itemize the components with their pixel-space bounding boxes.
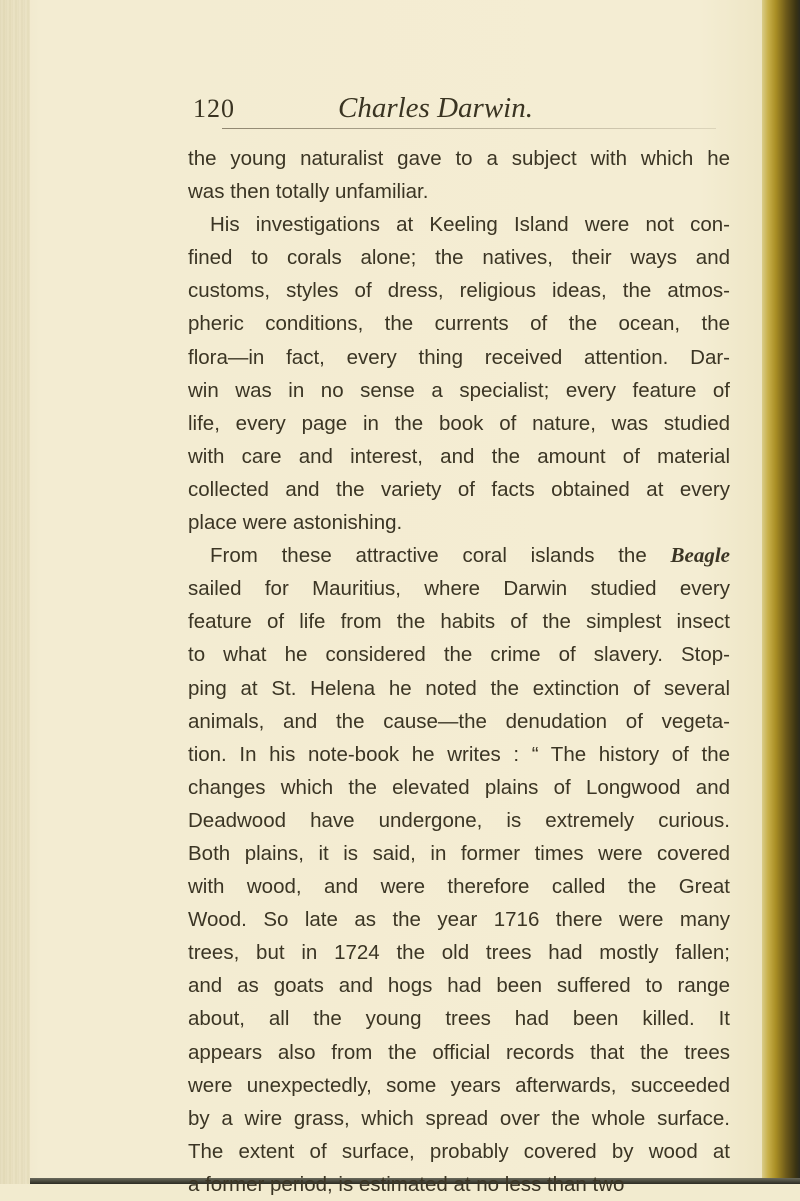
text-line: about, all the young trees had been killed. It xyxy=(188,1007,730,1031)
text-line: Both plains, it is said, in former times were covered xyxy=(188,841,730,865)
text-line: with wood, and were therefore called the Great xyxy=(188,875,730,899)
text-line: were unexpectedly, some years afterwards, succeeded xyxy=(188,1073,730,1097)
page-binding-shadow xyxy=(0,0,30,1184)
text-line: collected and the variety of facts obtained at every xyxy=(188,477,730,501)
text-line: pheric conditions, the currents of the ocean, the xyxy=(188,312,730,336)
text-line: a former period, is estimated at no less than two xyxy=(188,1172,625,1196)
text-line: fined to corals alone; the natives, their ways and xyxy=(188,246,730,270)
text-line: appears also from the official records that the trees xyxy=(188,1040,730,1064)
gilded-fore-edge xyxy=(762,0,800,1184)
text-line: ping at St. Helena he noted the extinction of several xyxy=(188,676,730,700)
header-rule xyxy=(222,128,716,129)
text-line: changes which the elevated plains of Longwood and xyxy=(188,775,730,799)
text-line: by a wire grass, which spread over the whole surface. xyxy=(188,1106,730,1130)
text-line: customs, styles of dress, religious ideas, the atmos- xyxy=(188,279,730,303)
text-line: win was in no sense a specialist; every feature of xyxy=(188,378,730,402)
text-line: with care and interest, and the amount of material xyxy=(188,444,730,468)
text-line: the young naturalist gave to a subject with which he xyxy=(188,147,730,170)
text-line: and as goats and hogs had been suffered to range xyxy=(188,974,730,998)
text-line: The extent of surface, probably covered by wood at xyxy=(188,1139,730,1163)
text-line: trees, but in 1724 the old trees had mostly fallen; xyxy=(188,941,730,965)
text-segment: From these attractive coral islands the xyxy=(210,544,671,568)
text-line: feature of life from the habits of the simplest insect xyxy=(188,610,730,634)
text-line: Wood. So late as the year 1716 there were many xyxy=(188,908,730,932)
text-line xyxy=(188,539,730,572)
text-line: His investigations at Keeling Island were not con- xyxy=(210,213,730,237)
text-line: flora—in fact, every thing received attention. Dar- xyxy=(188,345,730,369)
text-line: was then totally unfamiliar. xyxy=(188,180,429,204)
text-line: Deadwood have undergone, is extremely curious. xyxy=(188,808,730,832)
text-line: tion. In his note-book he writes : “ The history of the xyxy=(188,742,730,766)
text-line: life, every page in the book of nature, was studied xyxy=(188,411,730,435)
text-line: place were astonishing. xyxy=(188,511,403,535)
text-line: animals, and the cause—the denudation of vegeta- xyxy=(188,709,730,733)
page-number: 120 xyxy=(193,94,235,123)
text-line: to what he considered the crime of slavery. Stop- xyxy=(188,643,730,667)
ship-name-italic: Beagle xyxy=(670,543,730,568)
body-text xyxy=(188,142,730,1201)
text-line: sailed for Mauritius, where Darwin studied every xyxy=(188,577,730,601)
running-title: Charles Darwin. xyxy=(338,92,533,124)
